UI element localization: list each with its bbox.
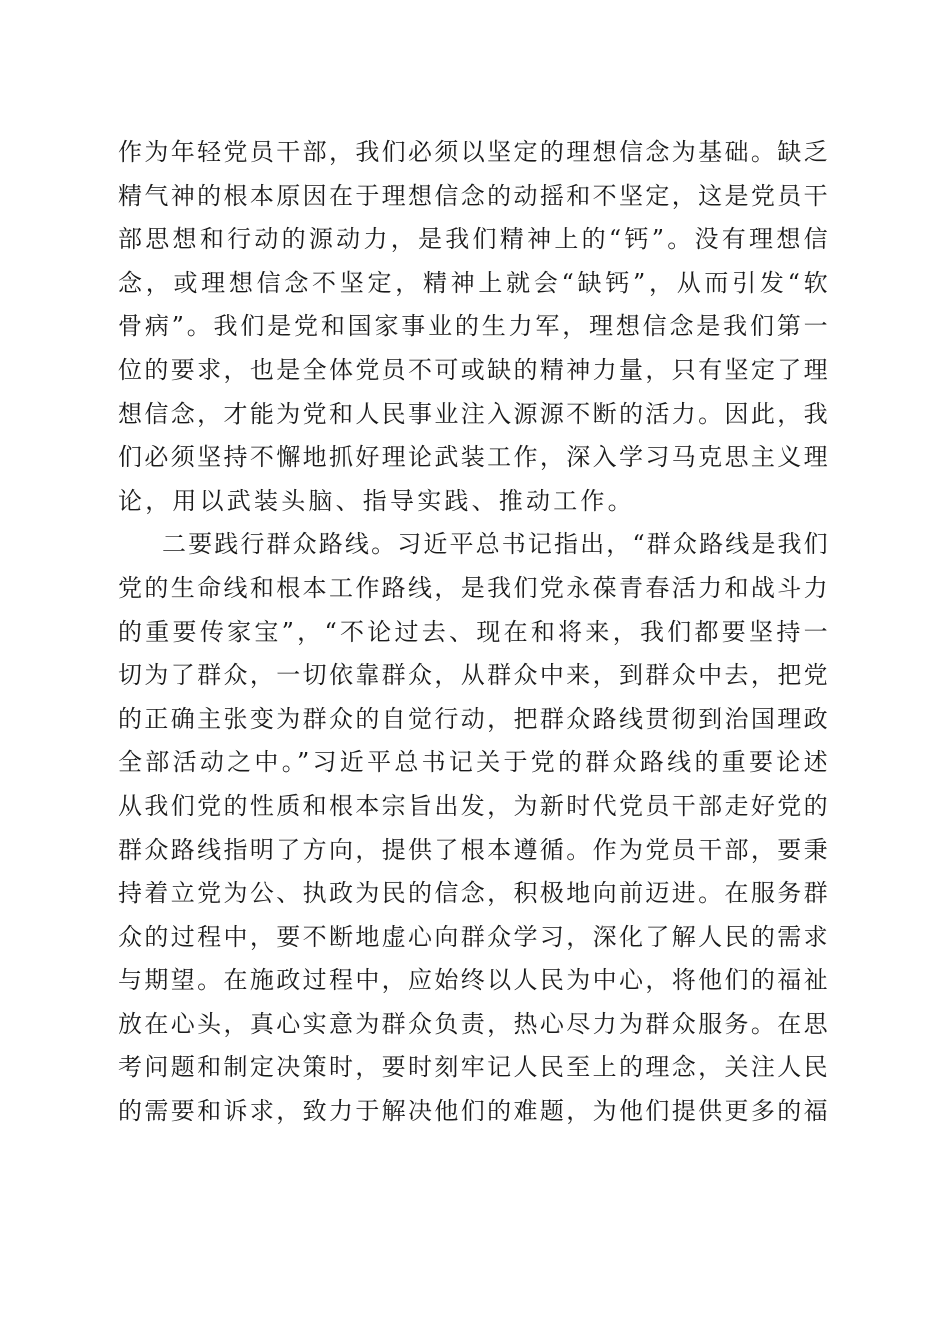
paragraph-line: 论，用以武装头脑、指导实践、推动工作。 xyxy=(118,486,635,515)
paragraph-line: 二要践行群众路线。习近平总书记指出，“群众路线是我们 xyxy=(162,530,828,559)
paragraph-line: 作为年轻党员干部，我们必须以坚定的理想信念为基础。缺乏 xyxy=(118,138,828,166)
paragraph-line: 从我们党的性质和根本宗旨出发，为新时代党员干部走好党的 xyxy=(118,791,828,820)
paragraph-line: 持着立党为公、执政为民的信念，积极地向前迈进。在服务群 xyxy=(118,879,828,908)
paragraph-line: 众的过程中，要不断地虚心向群众学习，深化了解人民的需求 xyxy=(118,922,828,951)
document-body xyxy=(118,131,828,1134)
paragraph-line: 放在心头，真心实意为群众负责，热心尽力为群众服务。在思 xyxy=(118,1009,828,1038)
paragraph-line: 考问题和制定决策时，要时刻牢记人民至上的理念，关注人民 xyxy=(118,1053,828,1082)
paragraph-line: 想信念，才能为党和人民事业注入源源不断的活力。因此，我 xyxy=(118,399,828,428)
paragraph-line: 党的生命线和根本工作路线，是我们党永葆青春活力和战斗力 xyxy=(118,573,828,602)
paragraph-line: 群众路线指明了方向，提供了根本遵循。作为党员干部，要秉 xyxy=(118,835,828,864)
paragraph-line: 的需要和诉求，致力于解决他们的难题，为他们提供更多的福 xyxy=(118,1097,828,1126)
paragraph-mass-line xyxy=(118,523,828,1133)
paragraph-line: 的重要传家宝”，“不论过去、现在和将来，我们都要坚持一 xyxy=(118,617,828,646)
paragraph-line: 位的要求，也是全体党员不可或缺的精神力量，只有坚定了理 xyxy=(118,355,828,384)
paragraph-line: 切为了群众，一切依靠群众，从群众中来，到群众中去，把党 xyxy=(118,661,828,690)
paragraph-line: 的正确主张变为群众的自觉行动，把群众路线贯彻到治国理政 xyxy=(118,704,828,733)
paragraph-line: 骨病”。我们是党和国家事业的生力军，理想信念是我们第一 xyxy=(118,312,828,341)
paragraph-ideals-beliefs xyxy=(118,131,828,523)
paragraph-line: 全部活动之中。”习近平总书记关于党的群众路线的重要论述 xyxy=(118,748,828,777)
paragraph-line: 们必须坚持不懈地抓好理论武装工作，深入学习马克思主义理 xyxy=(118,443,828,472)
paragraph-line: 精气神的根本原因在于理想信念的动摇和不坚定，这是党员干 xyxy=(118,181,828,210)
paragraph-line: 与期望。在施政过程中，应始终以人民为中心，将他们的福祉 xyxy=(118,966,828,995)
paragraph-line: 念，或理想信念不坚定，精神上就会“缺钙”，从而引发“软 xyxy=(118,268,828,297)
paragraph-line: 部思想和行动的源动力，是我们精神上的“钙”。没有理想信 xyxy=(118,225,828,254)
